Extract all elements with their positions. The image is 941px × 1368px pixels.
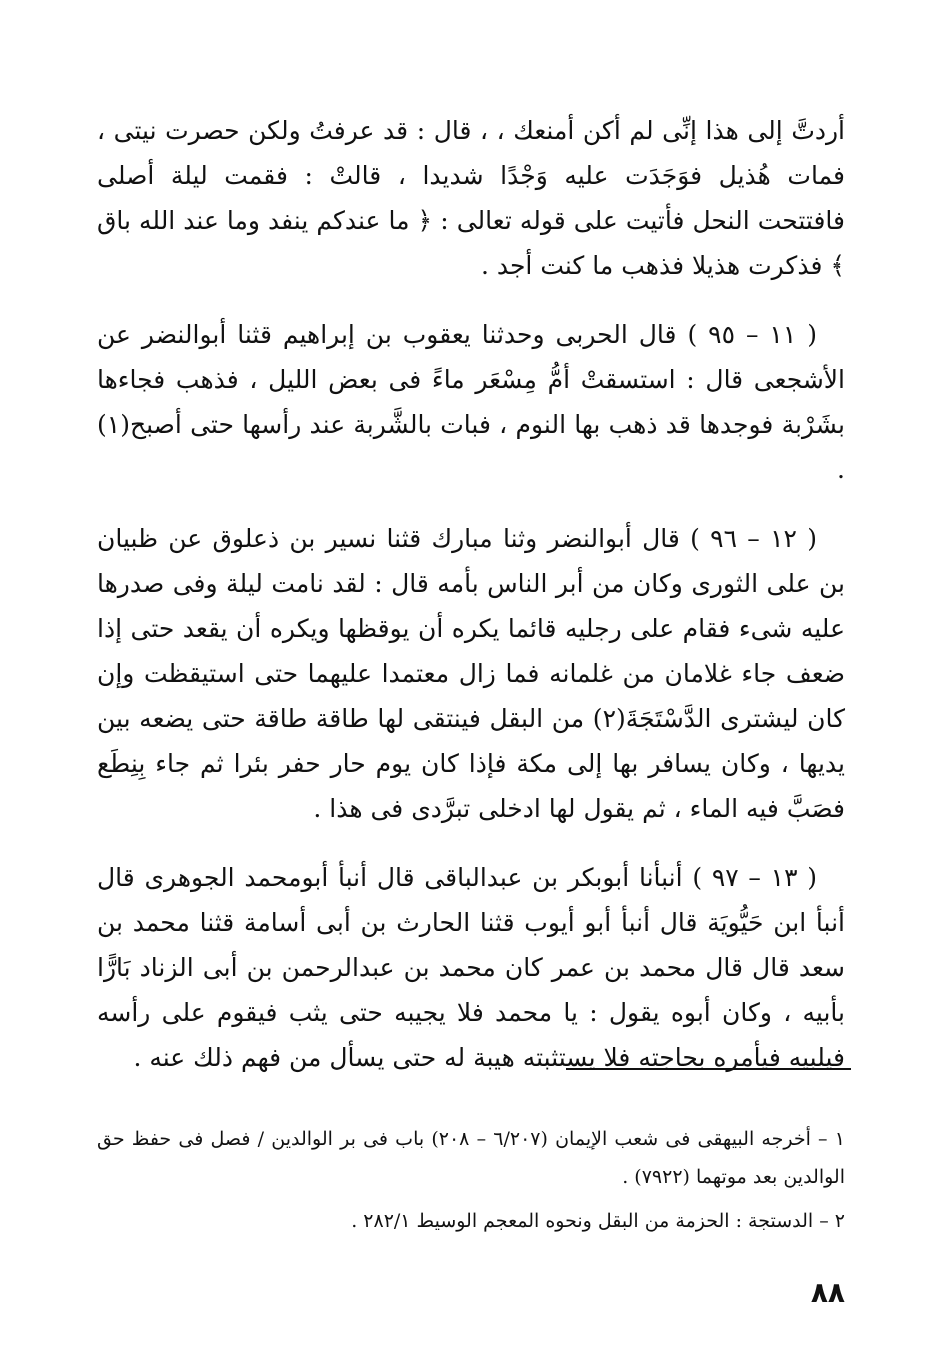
paragraph-97: ( ١٣ – ٩٧ ) أنبأنا أبوبكر بن عبدالباقى قال أنبأ أبومحمد الجوهرى قال أنبأ ابن حَيُّويَة قال أنبأ أبو أيوب قثنا الحارث بن أبى أسامة قثنا محمد بن سعد قال قال محمد بن عمر كان محمد بن عبدالرحمن بن أبى الزناد بَارًّا بأبيه ، وكان أبوه يقول : يا محمد فلا يجيبه حتى يثب فيقوم على رأسه فيلبيه فيأمره بحاجته فلا يستثبته هيبة له حتى يسأل من فهم ذلك عنه . (97, 863, 845, 1072)
main-text (97, 108, 845, 1104)
page-number: ٨٨ (810, 1276, 845, 1309)
paragraph-96: ( ١٢ – ٩٦ ) قال أبوالنضر وثنا مبارك قثنا نسير بن ذعلوق عن ظبيان بن على الثورى وكان من أبر الناس بأمه قال : لقد نامت ليلة وفى صدرها عليه شىء فقام على رجليه قائما يكره أن يوقظها ويكره أن يقعد حتى إذا ضعف جاء غلامان من غلمانه فما زال معتمدا عليهما حتى استيقظت وإن كان ليشترى الدَّسْتَجَةَ(٢) من البقل فينتقى لها طاقة طاقة حتى يضعه بين يديها ، وكان يسافر بها إلى مكة فإذا كان يوم حار حفر بئرا ثم جاء بِنِطَع فصَبَّ فيه الماء ، ثم يقول لها ادخلى تبرَّدى فى هذا . (97, 524, 845, 823)
footnote-1: ١ – أخرجه البيهقى فى شعب الإيمان (٦/٢٠٧ – ٢٠٨) باب فى بر الوالدين / فصل فى حفظ حق الوالدين بعد موتهما (٧٩٢٢) . (97, 1128, 845, 1188)
paragraph-95: ( ١١ – ٩٥ ) قال الحربى وحدثنا يعقوب بن إبراهيم قثنا أبوالنضر عن الأشجعى قال : استسقتْ أمُّ مِسْعَر ماءً فى بعض الليل ، فذهب فجاءها بشَرْبة فوجدها قد ذهب بها النوم ، فبات بالشَّربة عند رأسها حتى أصبح(١) . (97, 320, 845, 484)
footnote-separator (566, 1068, 851, 1070)
paragraph-continuation: أردتَّ إلى هذا إنِّى لم أكن أمنعك ، ، قال : قد عرفتُ ولكن حصرت نيتى ، فمات هُذيل فوَجَدَت عليه وَجْدًا شديدا ، قالتْ : فقمت ليلة أصلى فافتتحت النحل فأتيت على قوله تعالى : ﴿ ما عندكم ينفد وما عند الله باق ﴾ فذكرت هذيلا فذهب ما كنت أجد . (97, 116, 845, 280)
footnotes (97, 1120, 845, 1246)
footnote-2: ٢ – الدستجة : الحزمة من البقل ونحوه المعجم الوسيط ٢٨٢/١ . (351, 1210, 845, 1232)
